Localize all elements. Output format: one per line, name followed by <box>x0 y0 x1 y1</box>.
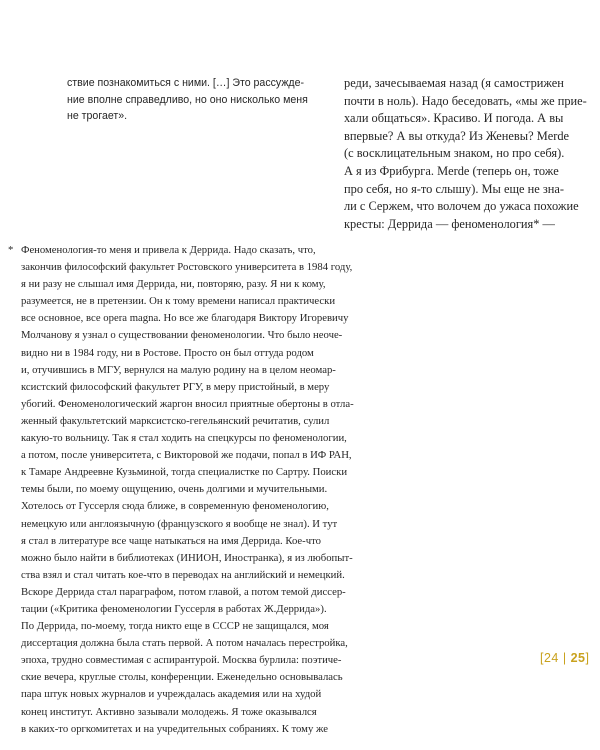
footnote-marker: * <box>8 244 14 256</box>
right-line-5: (с восклицательным знаком, но про себя). <box>344 146 565 161</box>
footnote-line: к Тамаре Андреевне Кузьминой, тогда специалистке по Сартру. Поиски <box>21 466 348 479</box>
right-line-4: впервые? А вы откуда? Из Женевы? Merde <box>344 128 570 143</box>
footnote-line: и, отучившись в МГУ, вернулся на малую родину на в целом неомар- <box>21 363 336 376</box>
footnote-line: тации («Критика феноменологии Гуссерля в работах Ж.Деррида»). <box>21 602 327 615</box>
right-line-9: кресты: Деррида — феноменология* — <box>344 216 555 231</box>
footnote-line: По Деррида, по-моему, тогда никто еще в СССР не защищался, моя <box>21 620 329 633</box>
right-line-6: А я из Фрибурга. Merde (теперь он, тоже <box>344 163 559 178</box>
left-line-1: ствие познакомиться с ними. […] Это рассужде- <box>67 77 305 89</box>
footnote-line: темы были, по моему ощущению, очень долгими и мучительными. <box>21 483 328 496</box>
page-number-right: 25 <box>570 651 586 665</box>
footnote-line: Молчанову я узнал о существовании феноменологии. Что было неоче- <box>21 329 343 342</box>
right-line-8: ли с Сержем, что волочем до ужаса похожие <box>344 199 579 214</box>
footnote-line: немецкую или англоязычную (французского я вообще не знал). И тут <box>21 517 338 530</box>
footnote-line: ские вечера, круглые столы, конференции. Еженедельно основывалась <box>21 671 343 684</box>
footnote-line: разумеется, не в претензии. Он к тому времени написал практически <box>21 295 336 308</box>
page-bracket-open: [ <box>540 651 544 665</box>
right-column-text <box>344 75 590 233</box>
footnote-line-0: Феноменология-то меня и привела к Деррида. Надо сказать, что, <box>21 244 316 256</box>
page-separator: | <box>562 651 567 665</box>
footnote-line: я стал в литературе все чаще натыкаться на имя Деррида. Кое-что <box>21 534 321 547</box>
footnote <box>8 242 380 738</box>
footnote-line: ксистский философский факультет РГУ, в меру пристойный, в меру <box>21 380 330 393</box>
footnote-line: Вскоре Деррида стал параграфом, потом главой, а потом темой диссер- <box>21 585 346 598</box>
page-number-left: 24 <box>543 651 559 665</box>
footnote-line: диссертация должна была стать первой. А потом началась перестройка, <box>21 637 348 650</box>
page-bracket-close: ] <box>585 651 590 665</box>
footnote-line: пара штук новых журналов и учреждалась академия или на худой <box>21 688 322 701</box>
footnote-line: женный факультетский марксистско-гегельянский речитатив, сулил <box>21 414 330 427</box>
footnote-line: Хотелось от Гуссерля сюда ближе, в современную феноменологию, <box>21 500 329 513</box>
footnote-line: закончив философский факультет Ростовского университета в 1984 году, <box>21 261 353 274</box>
footnote-line: ства взял и стал читать кое-что в переводах на английский и немецкий. <box>21 568 345 581</box>
left-column-text <box>67 75 339 125</box>
right-line-7: про себя, но я-то слышу). Мы еще не зна- <box>344 181 564 196</box>
footnote-line: убогий. Феноменологический жаргон вносил приятные обертоны в отла- <box>21 397 354 410</box>
footnote-line: какую-то вольницу. Так я стал ходить на спецкурсы по феноменологии, <box>21 432 347 445</box>
right-line-2: почти в ноль). Надо беседовать, «мы же прие- <box>344 93 587 108</box>
footnote-line: я ни разу не слышал имя Деррида, ни, повторяю, разу. Я ни к кому, <box>21 278 326 291</box>
footnote-body <box>8 259 380 738</box>
footnote-line: можно было найти в библиотеках (ИНИОН, Иностранка), я из любопыт- <box>21 551 353 564</box>
left-line-3: не трогает». <box>67 110 128 122</box>
footnote-line: конец институт. Активно зазывали молодежь. Я тоже оказывался <box>21 705 317 718</box>
footnote-line: в каких-то оргкомитетах и на учредительных собраниях. К тому же <box>21 722 328 735</box>
footnote-line: эпоха, трудно совместимая с аспирантурой. Москва бурлила: поэтиче- <box>21 654 342 667</box>
footnote-line: все основное, все opera magna. Но все же благодаря Виктору Игоревичу <box>21 312 349 325</box>
footnote-line: видно ни в 1984 году, ни в Ростове. Просто он был оттуда родом <box>21 346 314 359</box>
footnote-first-line <box>8 242 380 259</box>
right-line-3: хали общаться». Красиво. И погода. А вы <box>344 111 564 126</box>
left-line-2: ние вполне справедливо, но оно нисколько меня <box>67 93 308 106</box>
right-line-1: реди, зачесываемая назад (я самострижен <box>344 76 564 90</box>
page-numbers <box>540 651 590 665</box>
footnote-line: а потом, после университета, с Викторовой же подачи, попал в ИФ РАН, <box>21 449 352 462</box>
